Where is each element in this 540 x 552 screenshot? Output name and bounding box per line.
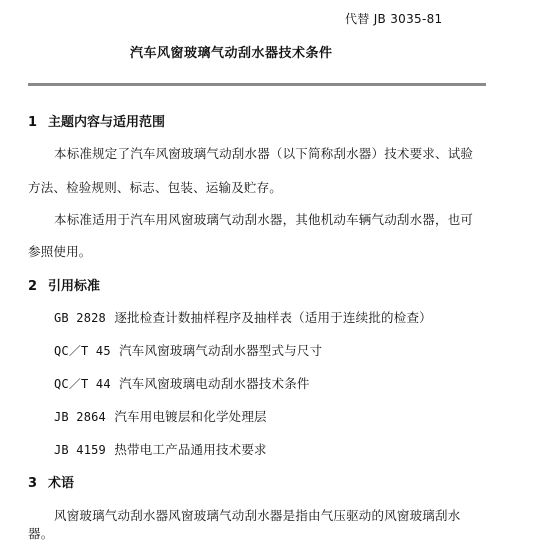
reference-title: 逐批检查计数抽样程序及抽样表（适用于连续批的检查） (114, 310, 432, 325)
reference-code: QC／T 44 (54, 377, 111, 391)
section-1-heading (28, 111, 165, 130)
reference-item (54, 440, 267, 458)
section-3-line-1: 风窗玻璃气动刮水器风窗玻璃气动刮水器是指由气压驱动的风窗玻璃刮水 (54, 508, 461, 523)
section-3-heading (28, 472, 74, 491)
title-divider (28, 83, 486, 86)
reference-title: 汽车风窗玻璃气动刮水器型式与尺寸 (119, 343, 323, 358)
reference-code: GB 2828 (54, 311, 106, 325)
reference-title: 热带电工产品通用技术要求 (114, 442, 267, 457)
replaces-standard-note: 代替 JB 3035-81 (345, 12, 443, 26)
document-title: 汽车风窗玻璃气动刮水器技术条件 (130, 46, 333, 61)
reference-title: 汽车用电镀层和化学处理层 (114, 409, 267, 424)
section-2-title: 引用标准 (48, 279, 101, 294)
reference-item (54, 374, 310, 392)
reference-code: JB 2864 (54, 410, 106, 424)
reference-code: JB 4159 (54, 443, 106, 457)
reference-item (54, 308, 432, 326)
section-1-line-3: 本标准适用于汽车用风窗玻璃气动刮水器，其他机动车辆气动刮水器，也可 (54, 212, 474, 227)
reference-code: QC／T 45 (54, 344, 111, 358)
section-2-heading (28, 275, 100, 294)
section-1-line-2: 方法、检验规则、标志、包装、运输及贮存。 (28, 180, 283, 195)
section-1-title: 主题内容与适用范围 (48, 115, 166, 130)
reference-item (54, 407, 267, 425)
reference-title: 汽车风窗玻璃电动刮水器技术条件 (119, 376, 310, 391)
section-2-number: 2 (28, 279, 38, 294)
section-1-line-4: 参照使用。 (28, 244, 92, 259)
section-3-line-2: 器。 (28, 526, 54, 541)
section-1-line-1: 本标准规定了汽车风窗玻璃气动刮水器（以下简称刮水器）技术要求、试验 (54, 146, 474, 161)
section-3-title: 术语 (48, 476, 75, 491)
reference-item (54, 341, 322, 359)
section-1-number: 1 (28, 115, 38, 130)
section-3-number: 3 (28, 476, 38, 491)
